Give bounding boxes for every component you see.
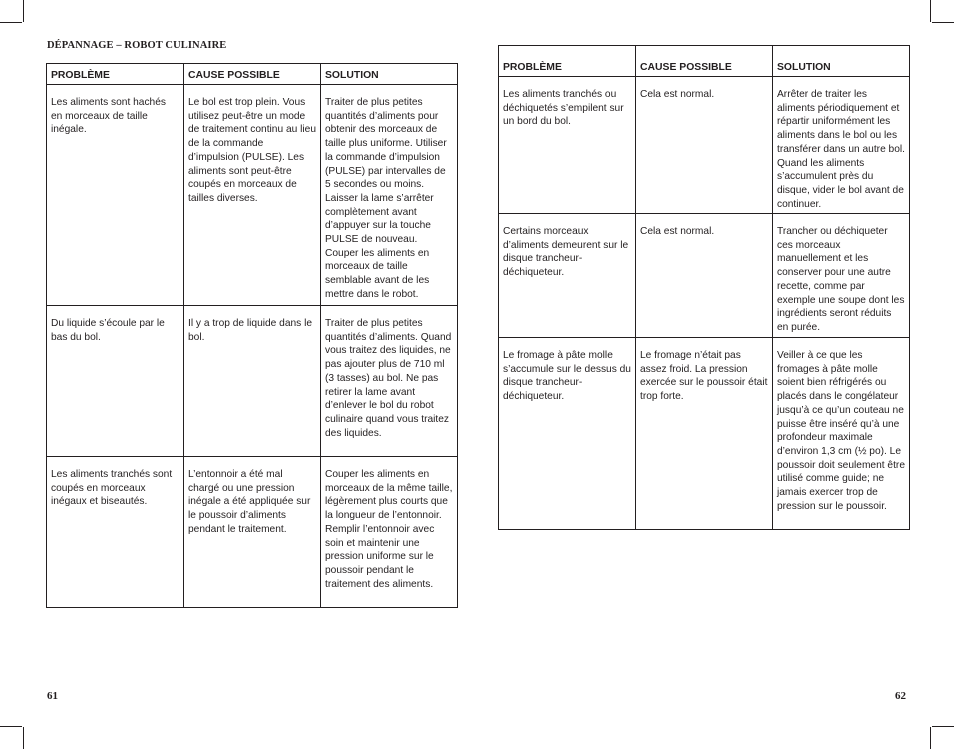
problem-cell: Du liquide s’écoule par le bas du bol.	[47, 306, 184, 457]
column-header-problem: PROBLÈME	[499, 46, 636, 77]
table-row	[47, 306, 458, 457]
problem-cell: Les aliments sont hachés en morceaux de taille inégale.	[47, 85, 184, 306]
crop-mark	[0, 22, 22, 23]
solution-cell: Trancher ou déchiqueter ces morceaux manuellement et les conserver pour une autre recette, comme par exemple une soupe dont les ingrédients seront réduits en purée.	[773, 214, 910, 338]
column-header-problem: PROBLÈME	[47, 64, 184, 85]
troubleshooting-table-right	[498, 45, 910, 530]
solution-cell: Couper les aliments en morceaux de la même taille, légèrement plus courts que la longueur de l’entonnoir. Remplir l’entonnoir avec soin et maintenir une pression uniforme sur le poussoir pendant le traitement des aliments.	[321, 457, 458, 608]
cause-cell: Le fromage n’était pas assez froid. La pression exercée sur le poussoir était trop forte.	[636, 338, 773, 530]
crop-mark	[0, 726, 22, 727]
cause-cell: Il y a trop de liquide dans le bol.	[184, 306, 321, 457]
cause-cell: L’entonnoir a été mal chargé ou une pression inégale a été appliquée sur le poussoir d’aliments pendant le traitement.	[184, 457, 321, 608]
column-header-cause: CAUSE POSSIBLE	[636, 46, 773, 77]
table-header-row	[499, 46, 910, 77]
table-row	[499, 77, 910, 214]
table-row	[499, 214, 910, 338]
column-header-solution: SOLUTION	[321, 64, 458, 85]
troubleshooting-table-left	[46, 63, 458, 608]
solution-cell: Arrêter de traiter les aliments périodiquement et répartir uniformément les aliments dans le bol ou les transférer dans un autre bol. Quand les aliments s’accumulent près du disque, vider le bol avant de continuer.	[773, 77, 910, 214]
problem-cell: Le fromage à pâte molle s’accumule sur le dessus du disque trancheur-déchiqueteur.	[499, 338, 636, 530]
section-heading: DÉPANNAGE – ROBOT CULINAIRE	[47, 40, 227, 51]
column-header-solution: SOLUTION	[773, 46, 910, 77]
crop-mark	[930, 727, 931, 749]
solution-cell: Veiller à ce que les fromages à pâte molle soient bien réfrigérés ou placés dans le congélateur jusqu’à ce qu’un couteau ne puisse être inséré qu’à une profondeur maximale d’environ 1,3 cm (½ po). Le poussoir doit seulement être utilisé comme guide; ne jamais exercer trop de pression sur le poussoir.	[773, 338, 910, 530]
solution-cell: Traiter de plus petites quantités d’aliments pour obtenir des morceaux de taille plus uniforme. Utiliser la commande d’impulsion (PULSE) par intervalles de 5 secondes ou moins. Laisser la lame s’arrêter complètement avant d’appuyer sur la touche PULSE de nouveau. Couper les aliments en morceaux de taille semblable avant de les mettre dans le robot.	[321, 85, 458, 306]
cause-cell: Cela est normal.	[636, 77, 773, 214]
table-row	[47, 457, 458, 608]
problem-cell: Certains morceaux d’aliments demeurent sur le disque trancheur-déchiqueteur.	[499, 214, 636, 338]
table-row	[499, 338, 910, 530]
page-number-right: 62	[895, 690, 906, 702]
page-number-left: 61	[47, 690, 58, 702]
column-header-cause: CAUSE POSSIBLE	[184, 64, 321, 85]
cause-cell: Le bol est trop plein. Vous utilisez peut-être un mode de traitement continu au lieu de la commande d’impulsion (PULSE). Les aliments sont peut-être coupés en morceaux de tailles diverses.	[184, 85, 321, 306]
crop-mark	[932, 726, 954, 727]
problem-cell: Les aliments tranchés sont coupés en morceaux inégaux et biseautés.	[47, 457, 184, 608]
crop-mark	[23, 727, 24, 749]
solution-cell: Traiter de plus petites quantités d’aliments. Quand vous traitez des liquides, ne pas ajouter plus de 710 ml (3 tasses) au bol. Ne pas retirer la lame avant d’enlever le bol du robot culinaire quand vous traitez des liquides.	[321, 306, 458, 457]
crop-mark	[930, 0, 931, 22]
table-header-row	[47, 64, 458, 85]
table-row	[47, 85, 458, 306]
problem-cell: Les aliments tranchés ou déchiquetés s’empilent sur un bord du bol.	[499, 77, 636, 214]
crop-mark	[23, 0, 24, 22]
crop-mark	[932, 22, 954, 23]
cause-cell: Cela est normal.	[636, 214, 773, 338]
